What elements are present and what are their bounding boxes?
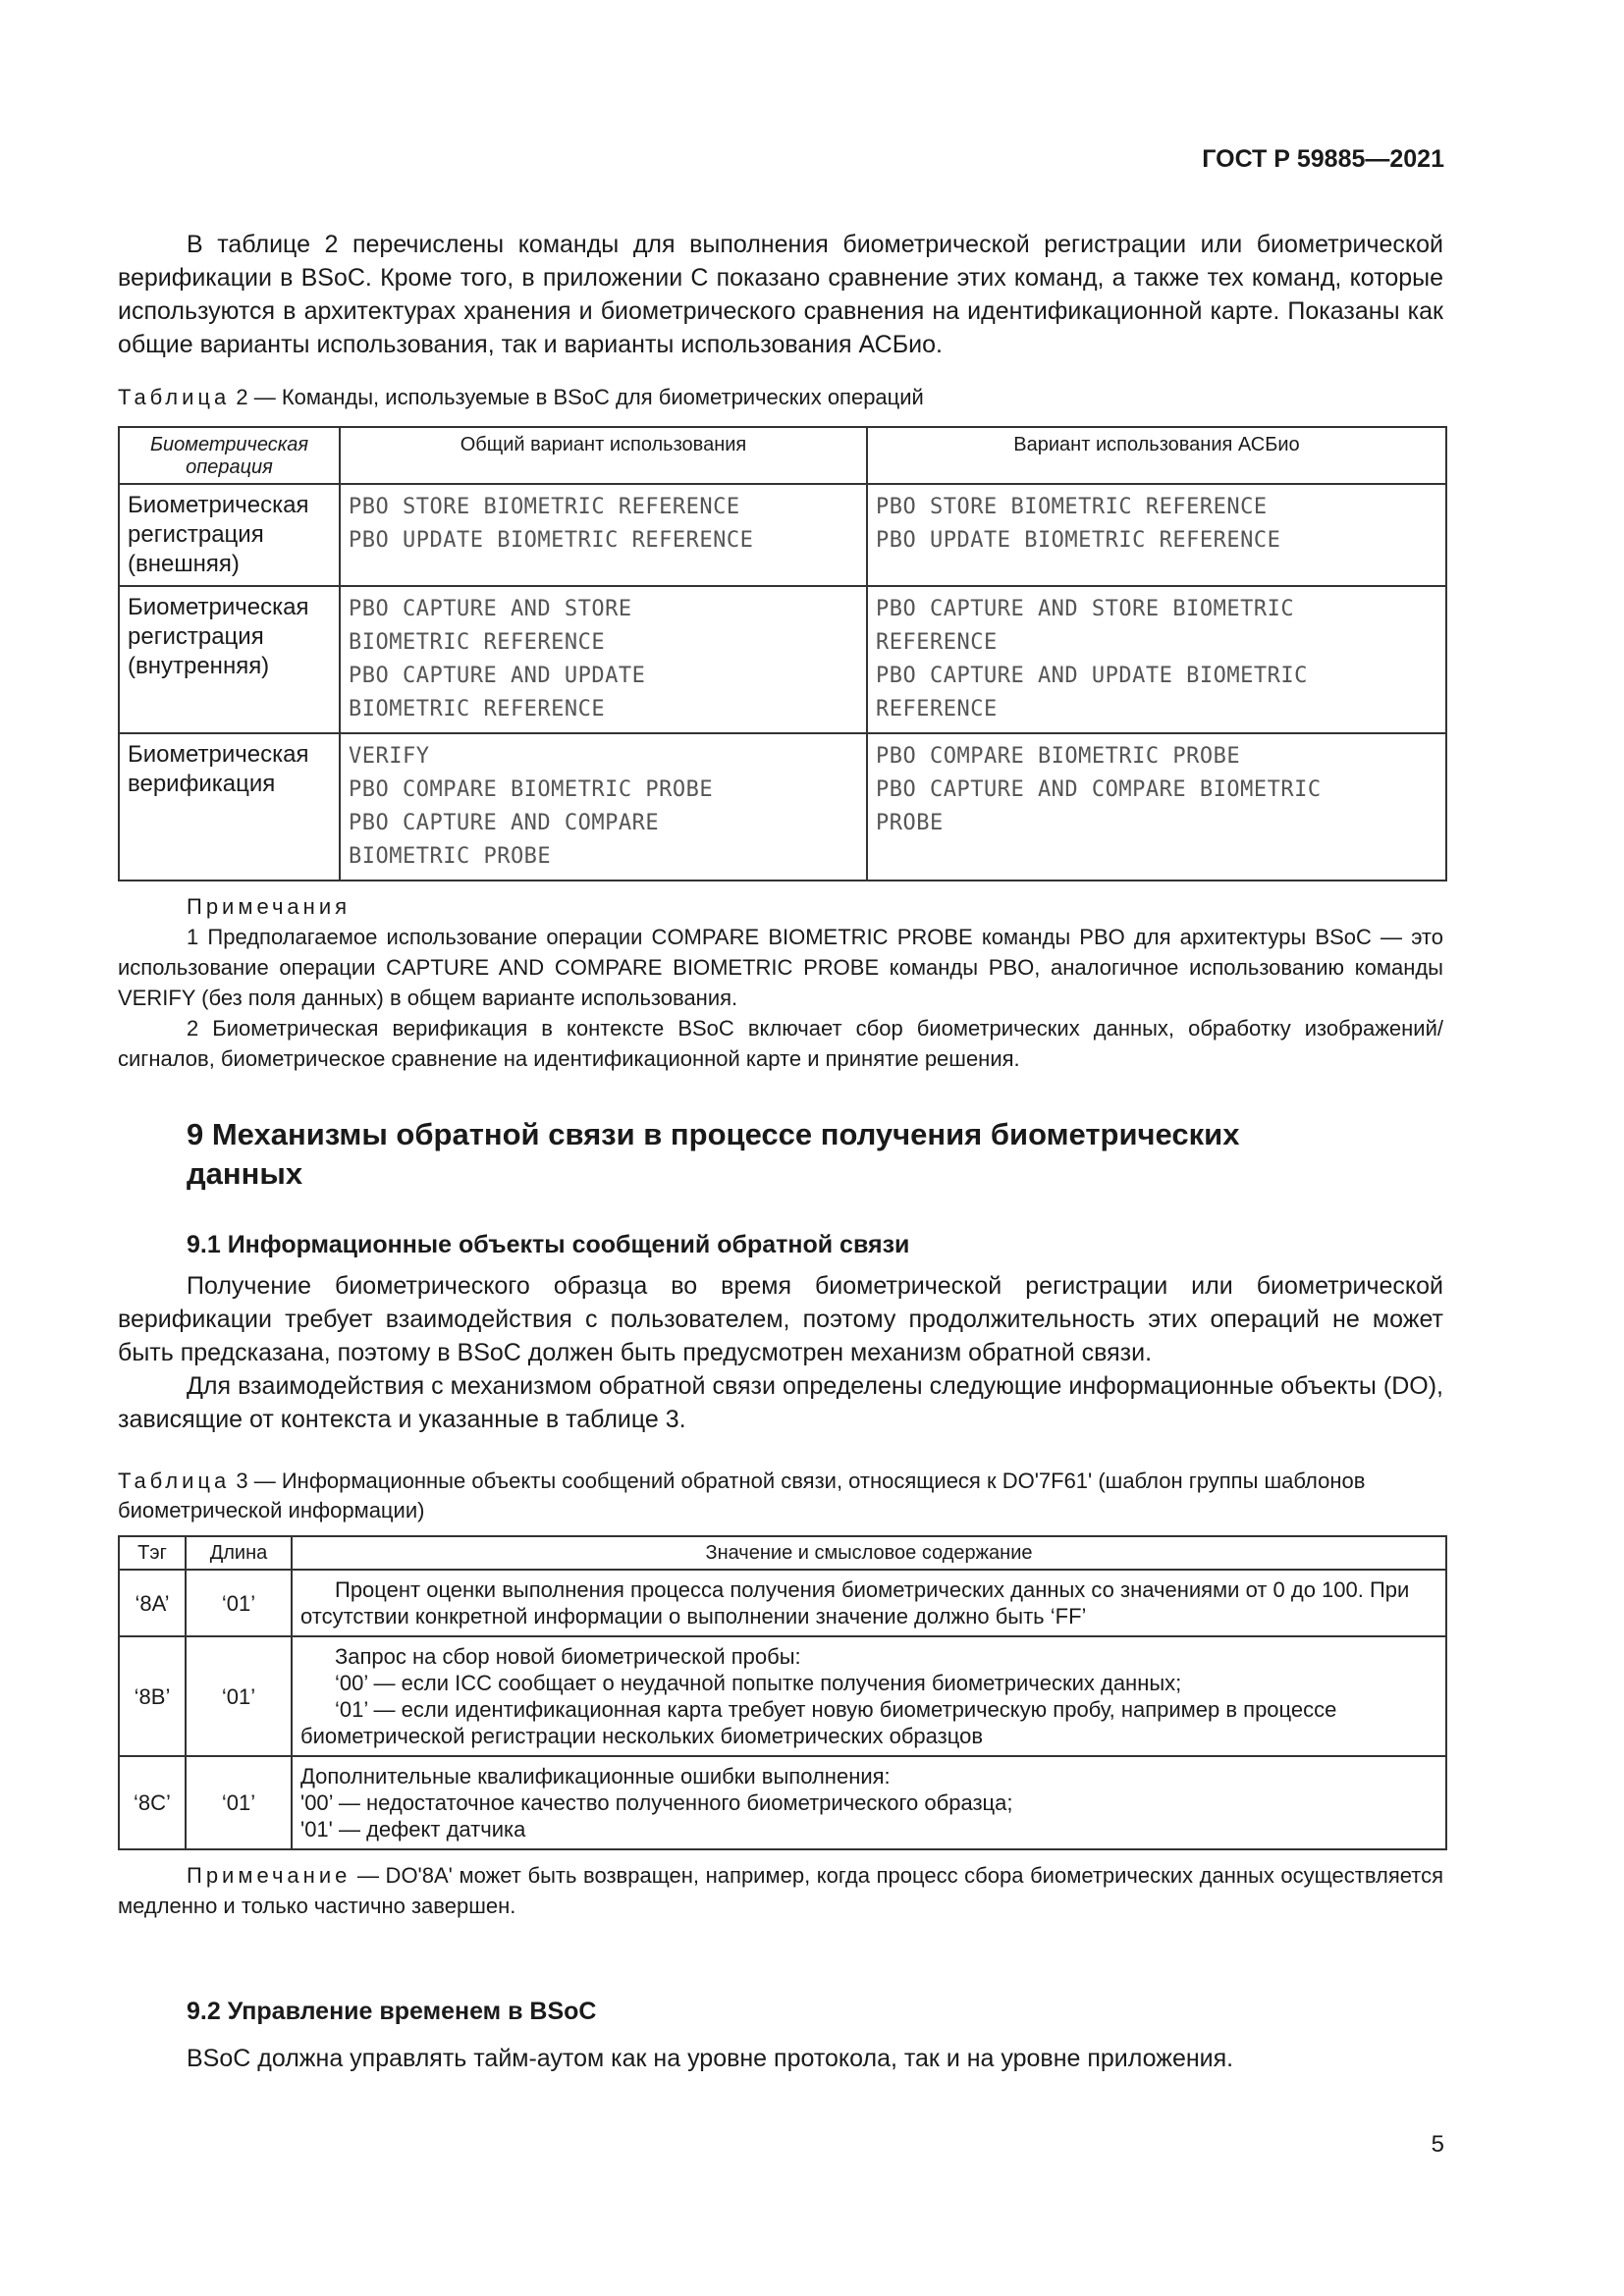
- section-title-line: 9 Механизмы обратной связи в процессе получения биометрических: [187, 1117, 1240, 1151]
- note-label: Примечание: [187, 1863, 352, 1888]
- general-commands-cell: [340, 733, 867, 881]
- length-cell: ‘01’: [186, 1756, 292, 1849]
- operation-line: (внешняя): [128, 551, 240, 577]
- operation-line: верификация: [128, 771, 276, 797]
- document-code: ГОСТ Р 59885—2021: [1202, 145, 1444, 173]
- meaning-line: ‘00’ — если ICC сообщает о неудачной попытке получения биометрических данных;: [335, 1671, 1182, 1695]
- table-row: [119, 1570, 1446, 1636]
- operation-cell: [119, 733, 340, 881]
- command-line: REFERENCE: [876, 630, 998, 655]
- table2: [118, 426, 1447, 881]
- command-line: PBO UPDATE BIOMETRIC REFERENCE: [876, 528, 1281, 553]
- operation-line: регистрация: [128, 521, 264, 548]
- table3-caption-label: Таблица: [118, 1468, 231, 1493]
- tag-cell: ‘8A’: [119, 1570, 186, 1636]
- table3-note: [118, 1860, 1443, 1921]
- meaning-line: ‘01’ — если идентификационная карта требует новую биометрическую пробу, например в процессе биометрической регистрации нескольких биометрических образцов: [300, 1697, 1337, 1748]
- command-line: BIOMETRIC PROBE: [349, 844, 552, 869]
- subsection-9-2-title: 9.2 Управление временем в BSoC: [187, 1998, 597, 2025]
- meaning-line: '00’ — недостаточное качество полученного биометрического образца;: [300, 1790, 1013, 1815]
- operation-line: Биометрическая: [128, 492, 309, 518]
- table2-notes: [118, 891, 1443, 1074]
- command-line: PBO CAPTURE AND UPDATE: [349, 664, 646, 688]
- meaning-line: '01' — дефект датчика: [300, 1817, 526, 1842]
- intro-paragraph: В таблице 2 перечислены команды для выполнения биометрической регистрации или биометрической верификации в BSoC. Кроме того, в приложении С показано сравнение этих команд, а также тех команд, которые используются в архитектурах хранения и биометрического сравнения на идентификационной карте. Показаны как общие варианты использования, так и варианты использования АСБио.: [118, 231, 1443, 358]
- header-asbio: Вариант использования АСБио: [867, 427, 1446, 484]
- table-row: [119, 1636, 1446, 1756]
- operation-line: Биометрическая: [128, 594, 309, 620]
- table-header-row: [119, 1536, 1446, 1570]
- meaning-cell: [292, 1756, 1446, 1849]
- note-2: 2 Биометрическая верификация в контексте BSoC включает сбор биометрических данных, обработку изображений/сигналов, биометрическое сравнение на идентификационной карте и принятие решения.: [118, 1016, 1443, 1071]
- command-line: PBO CAPTURE AND UPDATE BIOMETRIC: [876, 664, 1308, 688]
- meaning-cell: [292, 1636, 1446, 1756]
- command-line: PROBE: [876, 811, 944, 835]
- section-9-title: [118, 1115, 1443, 1194]
- operation-line: регистрация: [128, 623, 264, 650]
- command-line: PBO CAPTURE AND STORE BIOMETRIC: [876, 597, 1295, 621]
- table3-caption-text: 3 — Информационные объекты сообщений обратной связи, относящиеся к DO'7F61' (шаблон группы шаблонов биометрической информации): [118, 1468, 1366, 1522]
- page-number: 5: [1431, 2131, 1444, 2158]
- asbio-commands-cell: [867, 484, 1446, 586]
- operation-line: (внутренняя): [128, 653, 270, 679]
- tag-cell: ‘8C’: [119, 1756, 186, 1849]
- table3: [118, 1535, 1447, 1850]
- table-row: [119, 1756, 1446, 1849]
- command-line: PBO STORE BIOMETRIC REFERENCE: [349, 495, 740, 519]
- paragraph: Получение биометрического образца во время биометрической регистрации или биометрической верификации требует взаимодействия с пользователем, поэтому продолжительность этих операций не может быть предсказана, поэтому в BSoC должен быть предусмотрен механизм обратной связи.: [118, 1272, 1443, 1366]
- command-line: PBO UPDATE BIOMETRIC REFERENCE: [349, 528, 754, 553]
- command-line: VERIFY: [349, 744, 430, 769]
- table-header-row: [119, 427, 1446, 484]
- paragraph: BSoC должна управлять тайм-аутом как на уровне протокола, так и на уровне приложения.: [187, 2045, 1234, 2072]
- command-line: BIOMETRIC REFERENCE: [349, 697, 606, 721]
- tag-cell: ‘8B’: [119, 1636, 186, 1756]
- subsection-9-1-title: 9.1 Информационные объекты сообщений обратной связи: [187, 1231, 910, 1258]
- asbio-commands-cell: [867, 733, 1446, 881]
- table-row: [119, 586, 1446, 733]
- header-meaning: Значение и смысловое содержание: [292, 1536, 1446, 1570]
- table3-section: [118, 1467, 1443, 1921]
- table3-caption: [118, 1467, 1443, 1525]
- command-line: REFERENCE: [876, 697, 998, 721]
- header-operation: Биометрическая операция: [119, 427, 340, 484]
- operation-cell: [119, 484, 340, 586]
- command-line: BIOMETRIC REFERENCE: [349, 630, 606, 655]
- section-9-2: [118, 1996, 1443, 2075]
- note-text: — DO'8A' может быть возвращен, например, когда процесс сбора биометрических данных осуществляется медленно и только частично завершен.: [118, 1863, 1443, 1918]
- notes-title: Примечания: [187, 894, 352, 919]
- meaning-line: Запрос на сбор новой биометрической пробы:: [335, 1644, 801, 1669]
- paragraph: Для взаимодействия с механизмом обратной связи определены следующие информационные объекты (DO), зависящие от контекста и указанные в таблице 3.: [118, 1372, 1443, 1433]
- general-commands-cell: [340, 484, 867, 586]
- command-line: PBO COMPARE BIOMETRIC PROBE: [349, 777, 714, 802]
- meaning-line: Дополнительные квалификационные ошибки выполнения:: [300, 1764, 891, 1789]
- command-line: PBO STORE BIOMETRIC REFERENCE: [876, 495, 1268, 519]
- general-commands-cell: [340, 586, 867, 733]
- operation-line: Биометрическая: [128, 741, 309, 768]
- meaning-line: Процент оценки выполнения процесса получения биометрических данных со значениями от 0 до 100. При отсутствии конкретной информации о выполнении значение должно быть ‘FF’: [300, 1577, 1410, 1629]
- command-line: PBO COMPARE BIOMETRIC PROBE: [876, 744, 1241, 769]
- intro-section: [118, 228, 1443, 361]
- length-cell: ‘01’: [186, 1636, 292, 1756]
- note-1: 1 Предполагаемое использование операции COMPARE BIOMETRIC PROBE команды PBO для архитектуры BSoC — это использование операции CAPTURE AND COMPARE BIOMETRIC PROBE команды PBO, аналогичное использованию команды VERIFY (без поля данных) в общем варианте использования.: [118, 925, 1443, 1010]
- table-row: [119, 484, 1446, 586]
- command-line: PBO CAPTURE AND STORE: [349, 597, 632, 621]
- command-line: PBO CAPTURE AND COMPARE BIOMETRIC: [876, 777, 1322, 802]
- meaning-cell: [292, 1570, 1446, 1636]
- header-general: Общий вариант использования: [340, 427, 867, 484]
- table2-caption-text: 2 — Команды, используемые в BSoC для биометрических операций: [236, 385, 924, 409]
- table-row: [119, 733, 1446, 881]
- length-cell: ‘01’: [186, 1570, 292, 1636]
- section-9: [118, 1115, 1443, 1436]
- asbio-commands-cell: [867, 586, 1446, 733]
- table2-caption: [118, 383, 1443, 412]
- table2-section: [118, 383, 1443, 1074]
- header-tag: Тэг: [119, 1536, 186, 1570]
- command-line: PBO CAPTURE AND COMPARE: [349, 811, 660, 835]
- header-length: Длина: [186, 1536, 292, 1570]
- table2-caption-label: Таблица: [118, 385, 231, 409]
- section-title-line: данных: [187, 1156, 303, 1191]
- operation-cell: [119, 586, 340, 733]
